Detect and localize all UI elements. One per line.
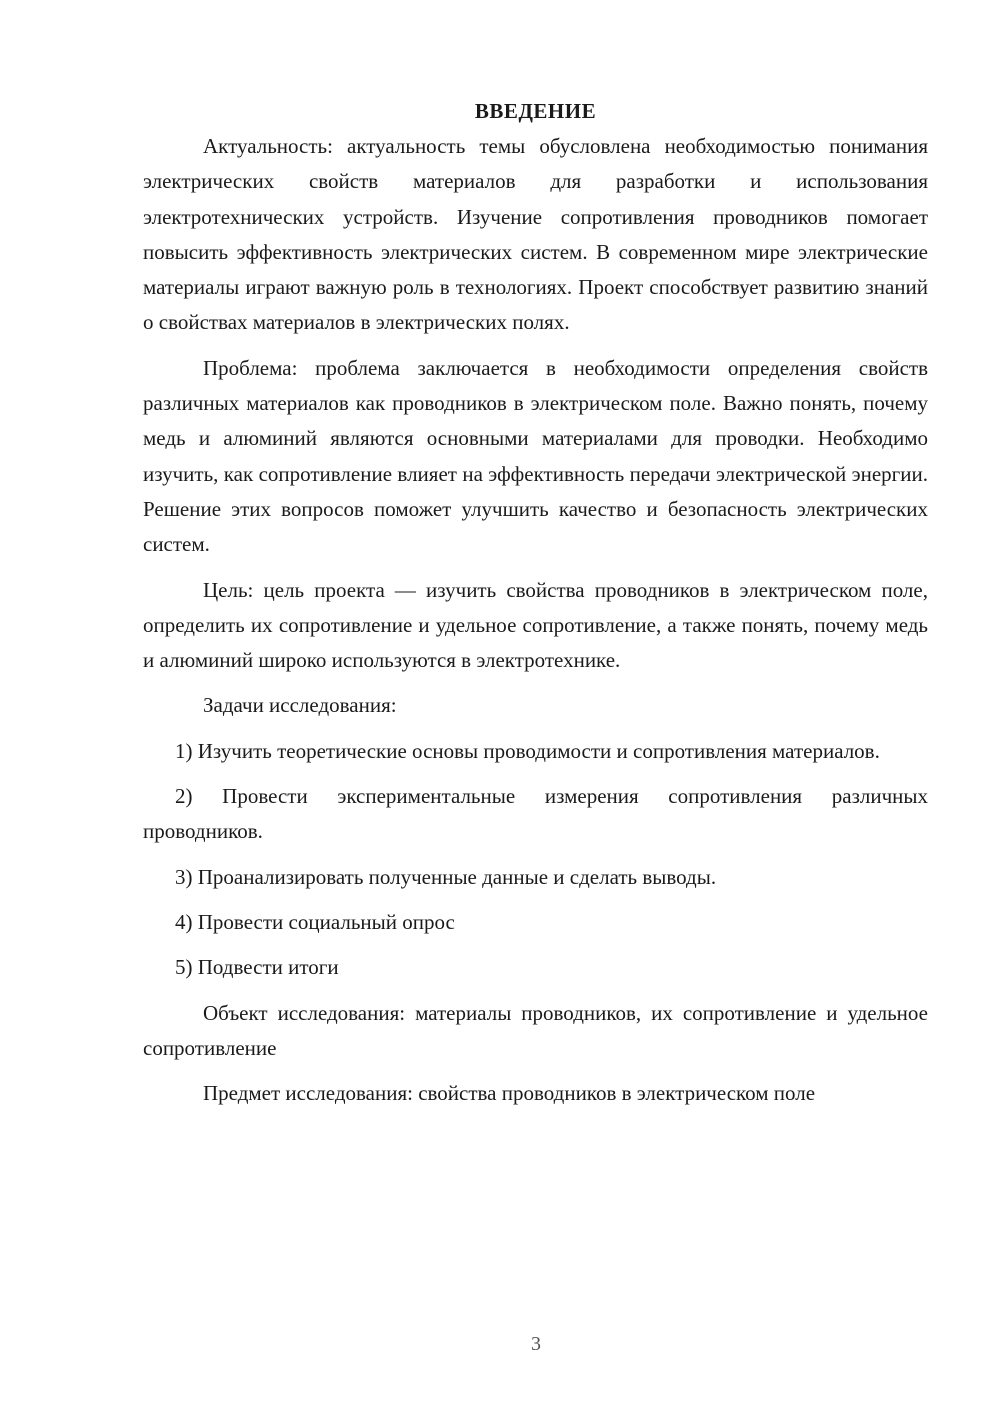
paragraph-research-subject: Предмет исследования: свойства проводников в электрическом поле: [203, 1081, 816, 1106]
task-item-5: 5) Подвести итоги: [175, 955, 339, 980]
paragraph-relevance: Актуальность: актуальность темы обусловлена необходимостью понимания электрических свойств материалов для разработки и использования электротехнических устройств. Изучение сопротивления проводников помогает повысить эффективность электрических систем. В современном мире электрические материалы играют важную роль в технологиях. Проект способствует развитию знаний о свойствах материалов в электрических полях.: [143, 134, 928, 335]
task-item-3: 3) Проанализировать полученные данные и сделать выводы.: [175, 864, 717, 889]
tasks-heading: Задачи исследования:: [203, 693, 397, 718]
paragraph-goal: Цель: цель проекта — изучить свойства проводников в электрическом поле, определить их сопротивление и удельное сопротивление, а также понять, почему медь и алюминий широко используются в электротехнике.: [143, 577, 928, 673]
document-body: [143, 96, 928, 1111]
paragraph-problem: Проблема: проблема заключается в необходимости определения свойств различных материалов как проводников в электрическом поле. Важно понять, почему медь и алюминий являются основными материалами для проводки. Необходимо изучить, как сопротивление влияет на эффективность передачи электрической энергии. Решение этих вопросов поможет улучшить качество и безопасность электрических систем.: [143, 355, 928, 557]
task-item-1: 1) Изучить теоретические основы проводимости и сопротивления материалов.: [175, 738, 880, 763]
paragraph-research-object: Объект исследования: материалы проводников, их сопротивление и удельное сопротивление: [143, 1000, 928, 1060]
task-item-4: 4) Провести социальный опрос: [175, 909, 455, 934]
page-number: 3: [531, 1333, 541, 1355]
page-title: ВВЕДЕНИЕ: [474, 99, 597, 123]
task-item-2: 2) Провести экспериментальные измерения сопротивления различных проводников.: [143, 784, 928, 844]
